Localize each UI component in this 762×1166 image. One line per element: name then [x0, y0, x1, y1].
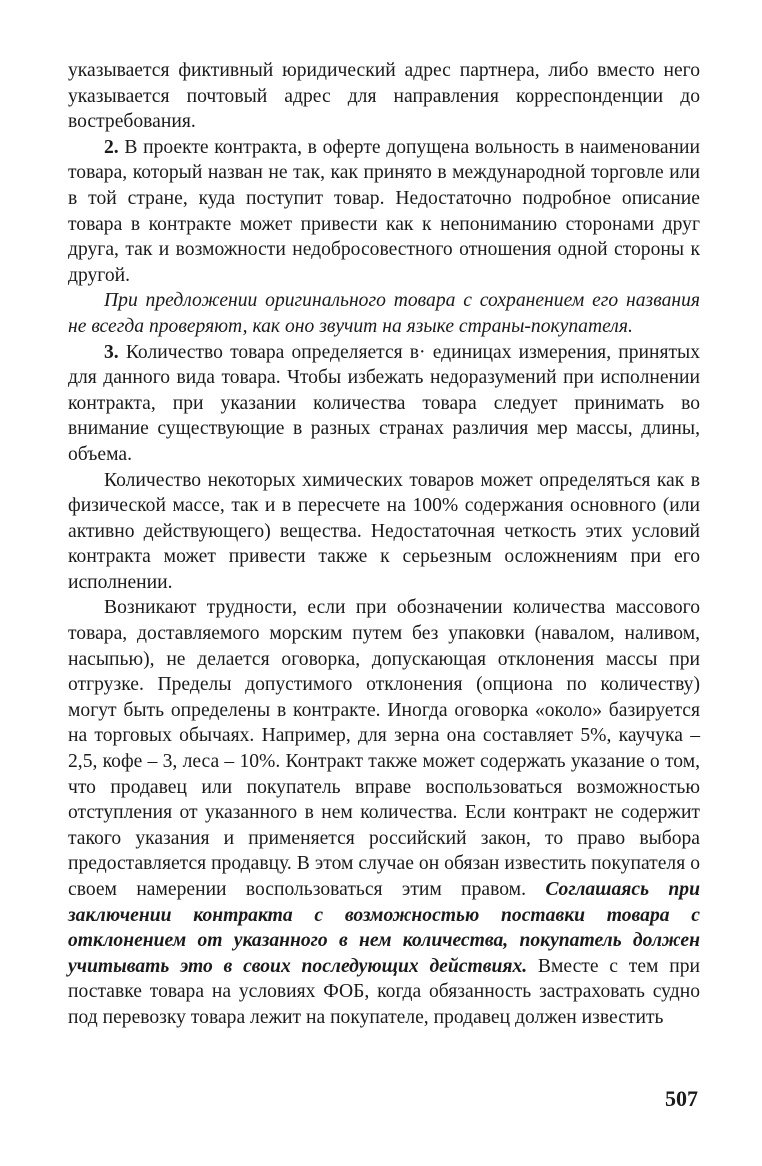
paragraph-text: При предложении оригинального товара с сохранением его названия не всегда проверяют, как оно звучит на языке страны-покупателя.	[68, 290, 700, 337]
paragraph-emphasis: Соглашаясь при заключении контракта с возможностью поставки товара с отклонением от указанного в нем количества, покупатель должен учитывать это в своих последующих действиях.	[68, 879, 700, 977]
paragraph-6	[68, 595, 700, 1030]
paragraph-text: указывается фиктивный юридический адрес партнера, либо вместо него указывается почтовый адрес для направления корреспонденции до востребования.	[68, 60, 700, 133]
paragraph-text: Количество некоторых химических товаров может определяться как в физической массе, так и в пересчете на 100% содержания основного (или активно действующего) вещества. Недостаточная четкость этих условий контракта может привести также к серьезным осложнениям при его исполнении.	[68, 469, 700, 593]
item-number: 2.	[104, 136, 119, 158]
paragraph-5	[68, 468, 700, 596]
page-number: 507	[665, 1086, 698, 1111]
item-number: 3.	[104, 341, 119, 363]
paragraph-text-continued: Вместе с тем при поставке товара на условиях ФОБ, когда обязанность застраховать судно под перевозку товара лежит на покупателе, продавец должен известить	[68, 955, 700, 1028]
paragraph-1	[68, 58, 700, 135]
paragraph-4	[68, 340, 700, 468]
paragraph-text: Количество товара определяется в· единицах измерения, принятых для данного вида товара. Чтобы избежать недоразумений при исполнении контракта, при указании количества товара следует принимать во внимание существующие в разных странах различия мер массы, длины, объема.	[68, 341, 701, 465]
page-body	[68, 58, 700, 1031]
paragraph-text: Возникают трудности, если при обозначении количества массового товара, доставляемого морским путем без упаковки (навалом, наливом, насыпью), не делается оговорка, допускающая отклонения массы при отгрузке. Пределы допустимого отклонения (опциона по количеству) могут быть определены в контракте. Иногда оговорка «около» базируется на торговых обычаях. Например, для зерна она составляет 5%, каучука – 2,5, кофе – 3, леса – 10%. Контракт также может содержать указание о том, что продавец или покупатель вправе воспользоваться возможностью отступления от указанного в нем количества. Если контракт не содержит такого указания и применяется российский закон, то право выбора предоставляется продавцу. В этом случае он обязан известить покупателя о своем намерении воспользоваться этим правом.	[68, 597, 700, 900]
paragraph-text: В проекте контракта, в оферте допущена вольность в наименовании товара, который назван не так, как принято в международной торговле или в той стране, куда поступит товар. Недостаточно подробное описание товара в контракте может привести как к непониманию сторонами друг друга, так и возможности недобросовестного отношения одной стороны к другой.	[68, 136, 700, 286]
paragraph-2	[68, 135, 700, 289]
paragraph-3-italic-note	[68, 288, 700, 339]
